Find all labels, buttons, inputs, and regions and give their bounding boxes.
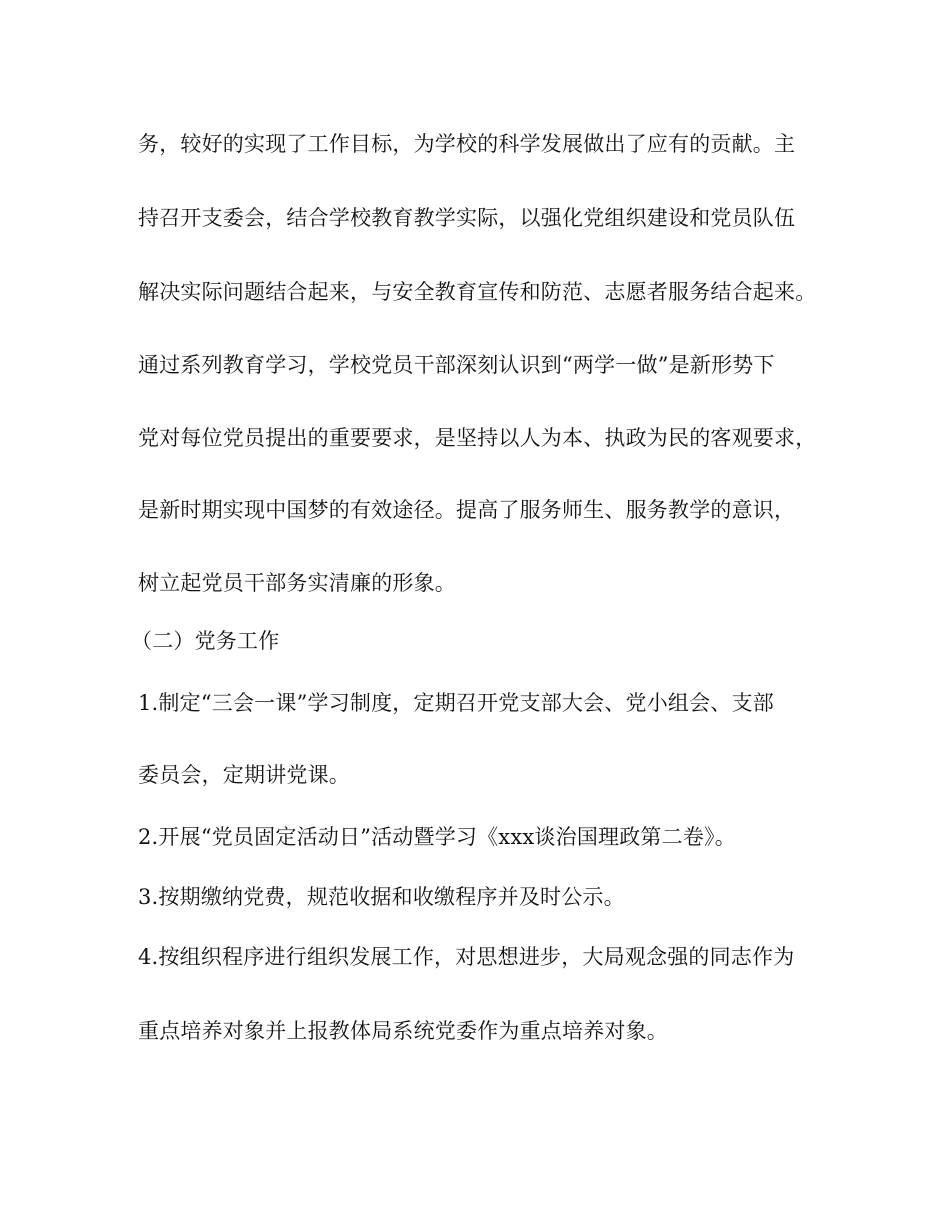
- paragraph-line: 务，较好的实现了工作目标，为学校的科学发展做出了应有的贡献。主: [138, 132, 796, 156]
- paragraph-line: 是新时期实现中国梦的有效途径。提高了服务师生、服务教学的意识，: [138, 498, 796, 522]
- paragraph-line: 树立起党员干部务实清廉的形象。: [138, 571, 456, 595]
- paragraph-line: 党对每位党员提出的重要要求，是坚持以人为本、执政为民的客观要求，: [138, 426, 817, 450]
- section-heading: （二）党务工作: [131, 629, 280, 653]
- list-item-4-line-2: 重点培养对象并上报教体局系统党委作为重点培养对象。: [138, 1019, 668, 1043]
- paragraph-line: 通过系列教育学习，学校党员干部深刻认识到“两学一做”是新形势下: [138, 353, 775, 377]
- paragraph-line: 解决实际问题结合起来，与安全教育宣传和防范、志愿者服务结合起来。: [138, 280, 817, 304]
- list-item-1-line-2: 委员会，定期讲党课。: [138, 763, 350, 787]
- paragraph-line: 持召开支委会，结合学校教育教学实际，以强化党组织建设和党员队伍: [138, 206, 796, 230]
- list-item-3: 3.按期缴纳党费，规范收据和收缴程序并及时公示。: [138, 885, 625, 909]
- list-item-4-line-1: 4.按组织程序进行组织发展工作，对思想进步，大局观念强的同志作为: [138, 945, 795, 969]
- list-item-2: 2.开展“党员固定活动日”活动暨学习《xxx谈治国理政第二卷》。: [138, 825, 736, 849]
- list-item-1-line-1: 1.制定“三会一课”学习制度，定期召开党支部大会、党小组会、支部: [138, 691, 774, 715]
